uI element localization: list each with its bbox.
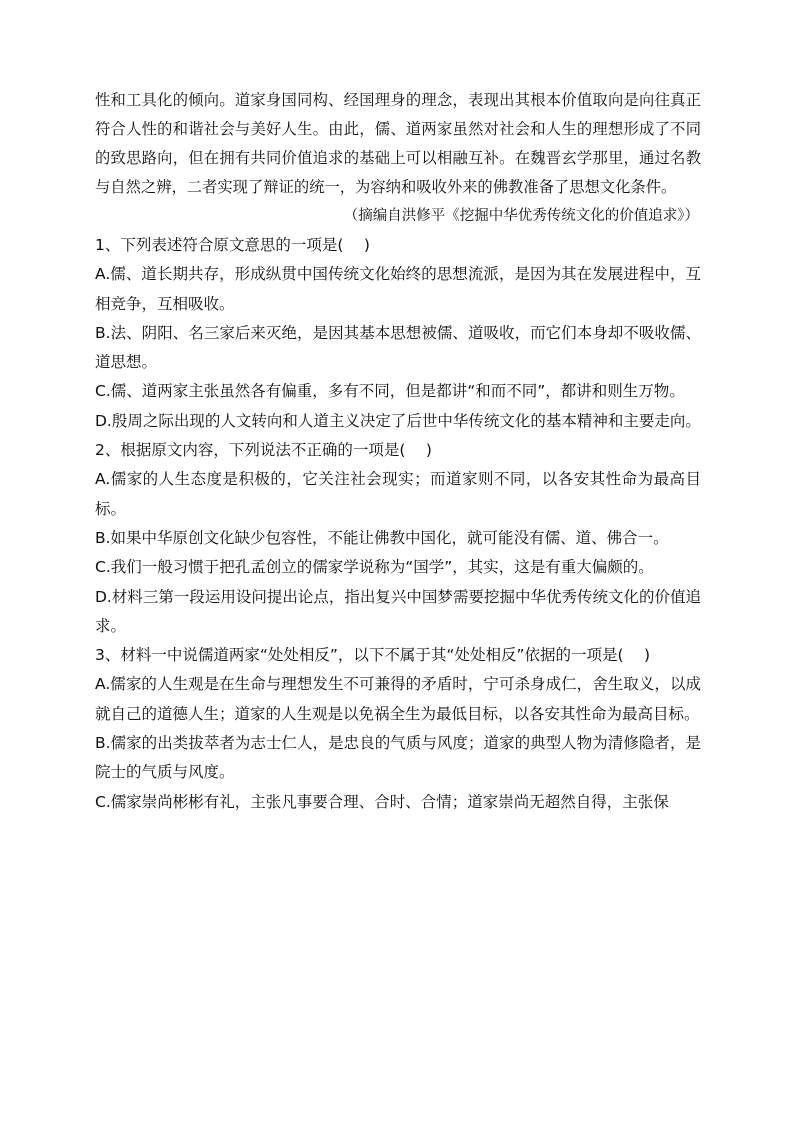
question-3: [95, 641, 701, 817]
passage-source: （摘编自洪修平《挖掘中华优秀传统文化的价值追求》）: [343, 208, 699, 224]
option-d: D.殷周之际出现的人文转向和人道主义决定了后世中华传统文化的基本精神和主要走向。: [95, 411, 701, 430]
passage-text: 性和工具化的倾向。道家身国同构、经国理身的理念，表现出其根本价值取向是向往真正符合人性的和谐社会与美好人生。由此，儒、道两家虽然对社会和人生的理想形成了不同的致思路向，但在拥有共同价值追求的基础上可以相融互补。在魏晋玄学那里，通过名教与自然之辨，二者实现了辩证的统一，为容纳和吸收外来的佛教准备了思想文化条件。: [95, 91, 701, 196]
option-c: C.儒家崇尚彬彬有礼，主张凡事要合理、合时、合情；道家崇尚无超然自得，主张保: [95, 792, 669, 811]
option-a: A.儒家的人生态度是积极的，它关注社会现实；而道家则不同，以各安其性命为最高目标。: [95, 470, 701, 518]
option-a: A.儒、道长期共存，形成纵贯中国传统文化始终的思想流派，是因为其在发展进程中，互相竞争，互相吸收。: [95, 265, 701, 313]
option-b: B.法、阴阳、名三家后来灭绝，是因其基本思想被儒、道吸收，而它们本身却不吸收儒、道思想。: [95, 323, 701, 372]
question-list: [95, 231, 701, 817]
question-stem: 3、材料一中说儒道两家“处处相反”，以下不属于其“处处相反”依据的一项是( ): [95, 646, 651, 665]
question-stem: 2、根据原文内容，下列说法不正确的一项是( ): [95, 441, 432, 460]
option-b: B.儒家的出类拔萃者为志士仁人，是忠良的气质与风度；道家的典型人物为清修隐者，是院士的气质与风度。: [95, 734, 701, 782]
option-c: C.我们一般习惯于把孔孟创立的儒家学说称为“国学”，其实，这是有重大偏颇的。: [95, 558, 654, 577]
question-2: [95, 436, 701, 641]
option-a: A.儒家的人生观是在生命与理想发生不可兼得的矛盾时，宁可杀身成仁，舍生取义，以成就自己的道德人生；道家的人生观是以免祸全生为最低目标，以各安其性命为最高目标。: [95, 675, 701, 723]
question-stem: 1、下列表述符合原文意思的一项是( ): [95, 236, 370, 254]
option-d: D.材料三第一段运用设问提出论点，指出复兴中国梦需要挖掘中华优秀传统文化的价值追求。: [95, 587, 701, 635]
option-b: B.如果中华原创文化缺少包容性，不能让佛教中国化，就可能没有儒、道、佛合一。: [95, 528, 669, 547]
option-c: C.儒、道两家主张虽然各有偏重，多有不同，但是都讲“和而不同”，都讲和则生万物。: [95, 382, 685, 401]
document-page: [95, 86, 701, 817]
question-1: [95, 231, 701, 436]
